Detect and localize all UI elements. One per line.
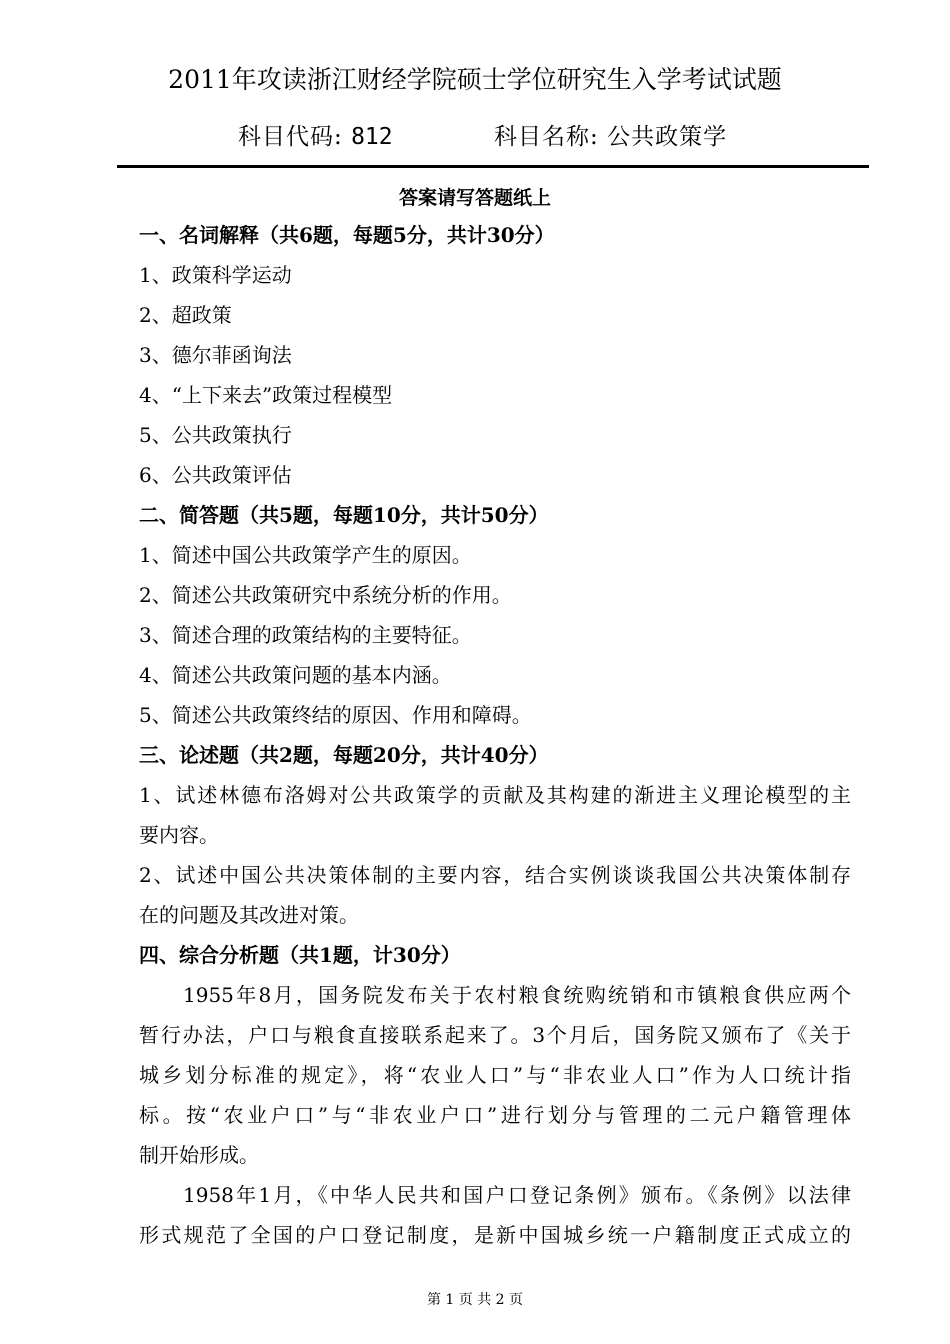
question-item: 4、“上下来去”政策过程模型 xyxy=(139,383,393,407)
paragraph-line: 1955年8月，国务院发布关于农村粮食统购统销和市镇粮食供应两个 xyxy=(183,983,851,1007)
section-heading: 三、论述题（共2题，每题20分，共计40分） xyxy=(139,743,549,767)
paragraph-line: 标。按“农业户口”与“非农业户口”进行划分与管理的二元户籍管理体 xyxy=(139,1103,851,1127)
answer-note: 答案请写答题纸上 xyxy=(398,187,551,209)
question-item-line: 2、试述中国公共决策体制的主要内容，结合实例谈谈我国公共决策体制存 xyxy=(139,863,851,887)
paragraph-line: 暂行办法，户口与粮食直接联系起来了。3个月后，国务院又颁布了《关于 xyxy=(139,1023,851,1047)
subject-code-label: 科目代码: xyxy=(238,124,352,150)
paragraph-line: 1958年1月，《中华人民共和国户口登记条例》颁布。《条例》以法律 xyxy=(183,1183,851,1207)
paragraph-line: 城乡划分标准的规定》，将“农业人口”与“非农业人口”作为人口统计指 xyxy=(139,1063,851,1087)
paragraph-line: 制开始形成。 xyxy=(139,1143,259,1167)
page-footer: 第 1 页 共 2 页 xyxy=(426,1292,524,1308)
question-item: 1、政策科学运动 xyxy=(139,263,292,287)
section-heading: 一、名词解释（共6题，每题5分，共计30分） xyxy=(139,223,555,247)
exam-content xyxy=(139,215,851,1255)
subject-name xyxy=(494,120,727,154)
section-heading: 四、综合分析题（共1题，计30分） xyxy=(139,943,461,967)
subject-code-value: 812 xyxy=(351,124,393,150)
header-divider xyxy=(117,165,869,168)
paragraph-line: 形式规范了全国的户口登记制度，是新中国城乡统一户籍制度正式成立的 xyxy=(139,1223,851,1247)
question-item-line: 1、试述林德布洛姆对公共政策学的贡献及其构建的渐进主义理论模型的主 xyxy=(139,783,851,807)
subject-name-label: 科目名称: xyxy=(494,124,608,150)
subject-name-value: 公共政策学 xyxy=(607,124,728,150)
question-item: 1、简述中国公共政策学产生的原因。 xyxy=(139,543,472,567)
exam-title: 2011年攻读浙江财经学院硕士学位研究生入学考试试题 xyxy=(168,65,782,94)
question-item: 4、简述公共政策问题的基本内涵。 xyxy=(139,663,452,687)
question-item: 2、超政策 xyxy=(139,303,232,327)
question-item: 2、简述公共政策研究中系统分析的作用。 xyxy=(139,583,512,607)
question-item: 3、简述合理的政策结构的主要特征。 xyxy=(139,623,472,647)
question-item-line: 要内容。 xyxy=(139,823,219,847)
subject-code xyxy=(238,120,393,154)
question-item: 3、德尔菲函询法 xyxy=(139,343,292,367)
question-item: 6、公共政策评估 xyxy=(139,463,292,487)
question-item: 5、简述公共政策终结的原因、作用和障碍。 xyxy=(139,703,532,727)
question-item: 5、公共政策执行 xyxy=(139,423,292,447)
section-heading: 二、简答题（共5题，每题10分，共计50分） xyxy=(139,503,549,527)
question-item-line: 在的问题及其改进对策。 xyxy=(139,903,359,927)
